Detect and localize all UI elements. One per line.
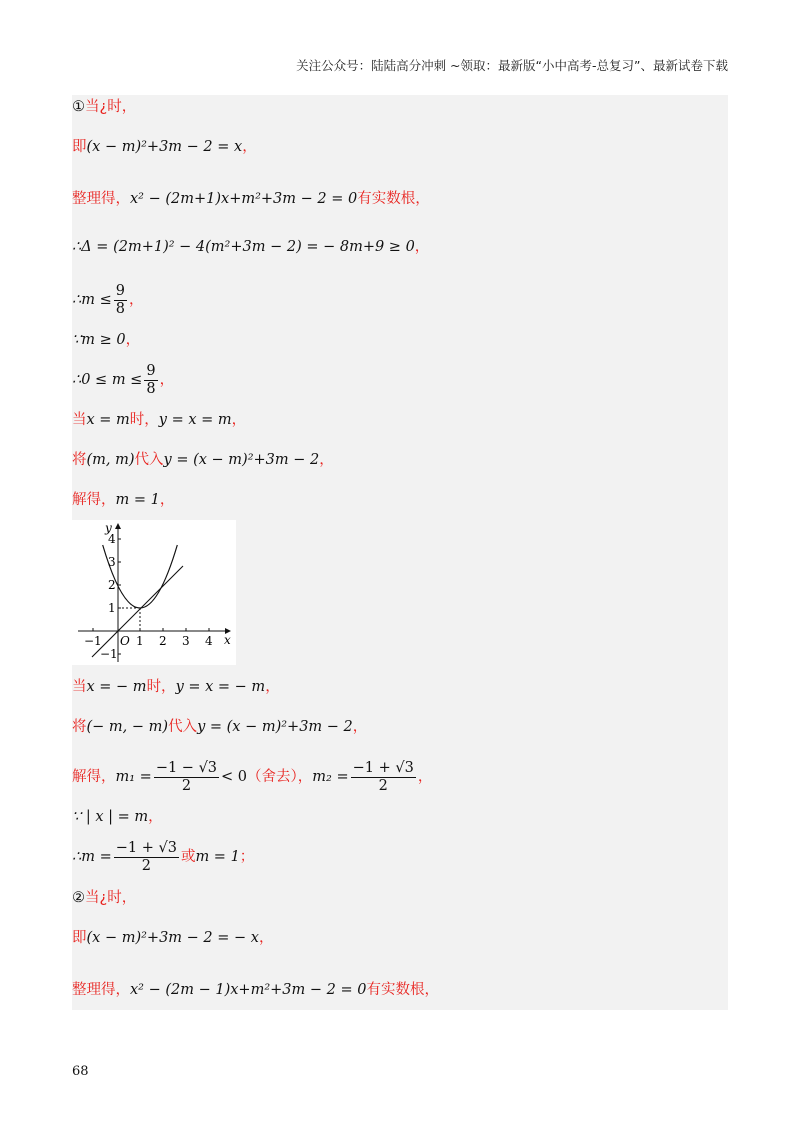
punctuation: ， (231, 412, 247, 428)
punctuation: ， (125, 332, 141, 348)
punctuation: ， (417, 769, 433, 786)
math-expression: (x − m)²+3m − 2 = − x (86, 930, 259, 946)
math-expression: ∴0 ≤ m ≤ (72, 372, 143, 389)
math-expression: m₁ = (115, 769, 152, 786)
math-expression: x = − m (86, 679, 147, 695)
text-fragment: 有实数根， (357, 191, 430, 207)
punctuation: ， (242, 139, 257, 155)
math-expression: ∴Δ = (2m+1)² − 4(m²+3m − 2) = − 8m+9 ≥ 0 (72, 239, 415, 255)
fraction-denominator: 8 (146, 380, 156, 397)
fraction-numerator: 9 (115, 283, 125, 299)
punctuation: ， (352, 719, 368, 735)
text-fragment: 或 (180, 849, 196, 866)
result-line-1 (72, 493, 174, 508)
math-expression: ∴m = (72, 849, 112, 866)
punctuation: ， (414, 239, 430, 255)
fraction-root-2 (351, 760, 416, 794)
result-line-2 (72, 760, 432, 794)
text-fragment: 即 (72, 930, 87, 946)
substitution-line-3 (72, 680, 280, 695)
math-expression: < 0 (221, 769, 248, 786)
y-tick-label: 1 (108, 601, 116, 615)
fraction-root-final (114, 840, 179, 874)
math-expression: x = m (86, 412, 130, 428)
y-tick-label: 2 (108, 578, 116, 592)
math-expression: y = x = m (158, 412, 232, 428)
punctuation: ， (148, 809, 163, 825)
math-expression: y = x = − m (175, 679, 266, 695)
text-fragment: 代入 (168, 719, 198, 735)
substitution-line-1 (72, 413, 246, 428)
math-expression: ∴m ≤ (72, 292, 112, 309)
x-tick-label: 1 (136, 634, 144, 648)
case2-label: 当¿时， (85, 890, 137, 906)
case2-heading (72, 891, 136, 906)
text-fragment: 时， (129, 412, 159, 428)
text-fragment: 当 (72, 679, 87, 695)
page-header: 关注公众号：陆陆高分冲刺 ~领取：最新版“小中高考-总复习”、最新试卷下载 (296, 58, 728, 73)
discriminant-line (72, 240, 429, 255)
punctuation: ， (265, 679, 280, 695)
math-expression: m = 1 (115, 492, 160, 508)
inequality-line-1 (72, 283, 143, 317)
fraction-numerator: 9 (146, 363, 156, 379)
math-expression: (x − m)²+3m − 2 = x (86, 139, 243, 155)
text-fragment: 解得， (72, 769, 116, 786)
math-expression: ∵m ≥ 0 (72, 332, 126, 348)
fraction-9-8 (114, 283, 127, 317)
text-fragment: 整理得， (72, 982, 130, 998)
y-axis-label: y (105, 521, 112, 535)
text-fragment: （舍去）， (247, 769, 313, 786)
fraction-root-1 (154, 760, 219, 794)
math-expression: ∵ | x | = m (72, 809, 149, 825)
fraction-denominator: 2 (181, 777, 192, 794)
fraction-numerator: −1 − √3 (155, 760, 218, 776)
fraction-denominator: 2 (378, 777, 388, 794)
graph-svg (72, 520, 236, 665)
case1-label: 当¿时， (85, 99, 137, 115)
solution-panel (72, 95, 728, 1010)
math-expression: (m, m) (86, 452, 135, 468)
fraction-9-8 (144, 363, 157, 397)
punctuation: ； (239, 849, 255, 866)
fraction-numerator: −1 + √3 (115, 840, 177, 856)
fraction-denominator: 2 (141, 857, 151, 874)
text-fragment: 将 (72, 452, 87, 468)
punctuation: ， (319, 452, 334, 468)
math-expression: x² − (2m − 1)x+m²+3m − 2 = 0 (130, 982, 367, 998)
text-fragment: 代入 (134, 452, 164, 468)
punctuation: ， (159, 372, 175, 389)
y-tick-label: 3 (108, 555, 116, 569)
substitution-line-2 (72, 453, 334, 468)
text-fragment: 当 (72, 412, 87, 428)
math-expression: (− m, − m) (86, 719, 169, 735)
punctuation: ， (128, 292, 144, 309)
substitution-line-4 (72, 720, 367, 735)
page-number: 68 (72, 1064, 89, 1079)
y-tick-label: −1 (100, 647, 118, 661)
x-tick-label: −1 (84, 634, 102, 648)
x-tick-label: 3 (182, 634, 190, 648)
text-fragment: 整理得， (72, 191, 130, 207)
text-fragment: 有实数根， (366, 982, 439, 998)
equation-line-4 (72, 983, 439, 998)
absolute-value-line (72, 810, 163, 825)
math-expression: x² − (2m+1)x+m²+3m − 2 = 0 (130, 191, 358, 207)
function-graph (72, 520, 236, 665)
math-expression: y = (x − m)²+3m − 2 (163, 452, 320, 468)
math-expression: m = 1 (195, 849, 240, 866)
x-axis-label: x (224, 633, 231, 647)
y-tick-label: 4 (108, 532, 116, 546)
origin-label: O (120, 634, 130, 648)
text-fragment: 时， (146, 679, 176, 695)
text-fragment: 解得， (72, 492, 116, 508)
text-fragment: 将 (72, 719, 87, 735)
case1-marker: ① (72, 99, 85, 115)
x-tick-label: 2 (159, 634, 167, 648)
case1-heading (72, 100, 136, 115)
case2-marker: ② (72, 890, 85, 906)
condition-line (72, 333, 140, 348)
math-expression: y = (x − m)²+3m − 2 (197, 719, 353, 735)
fraction-denominator: 8 (115, 300, 125, 317)
fraction-numerator: −1 + √3 (352, 760, 414, 776)
punctuation: ， (258, 930, 274, 946)
equation-line-2 (72, 192, 430, 207)
text-fragment: 即 (72, 139, 87, 155)
equation-line-1 (72, 140, 257, 155)
inequality-line-2 (72, 363, 174, 397)
x-tick-label: 4 (205, 634, 213, 648)
punctuation: ， (159, 492, 175, 508)
math-expression: m₂ = (312, 769, 349, 786)
equation-line-3 (72, 931, 273, 946)
conclusion-line (72, 840, 254, 874)
